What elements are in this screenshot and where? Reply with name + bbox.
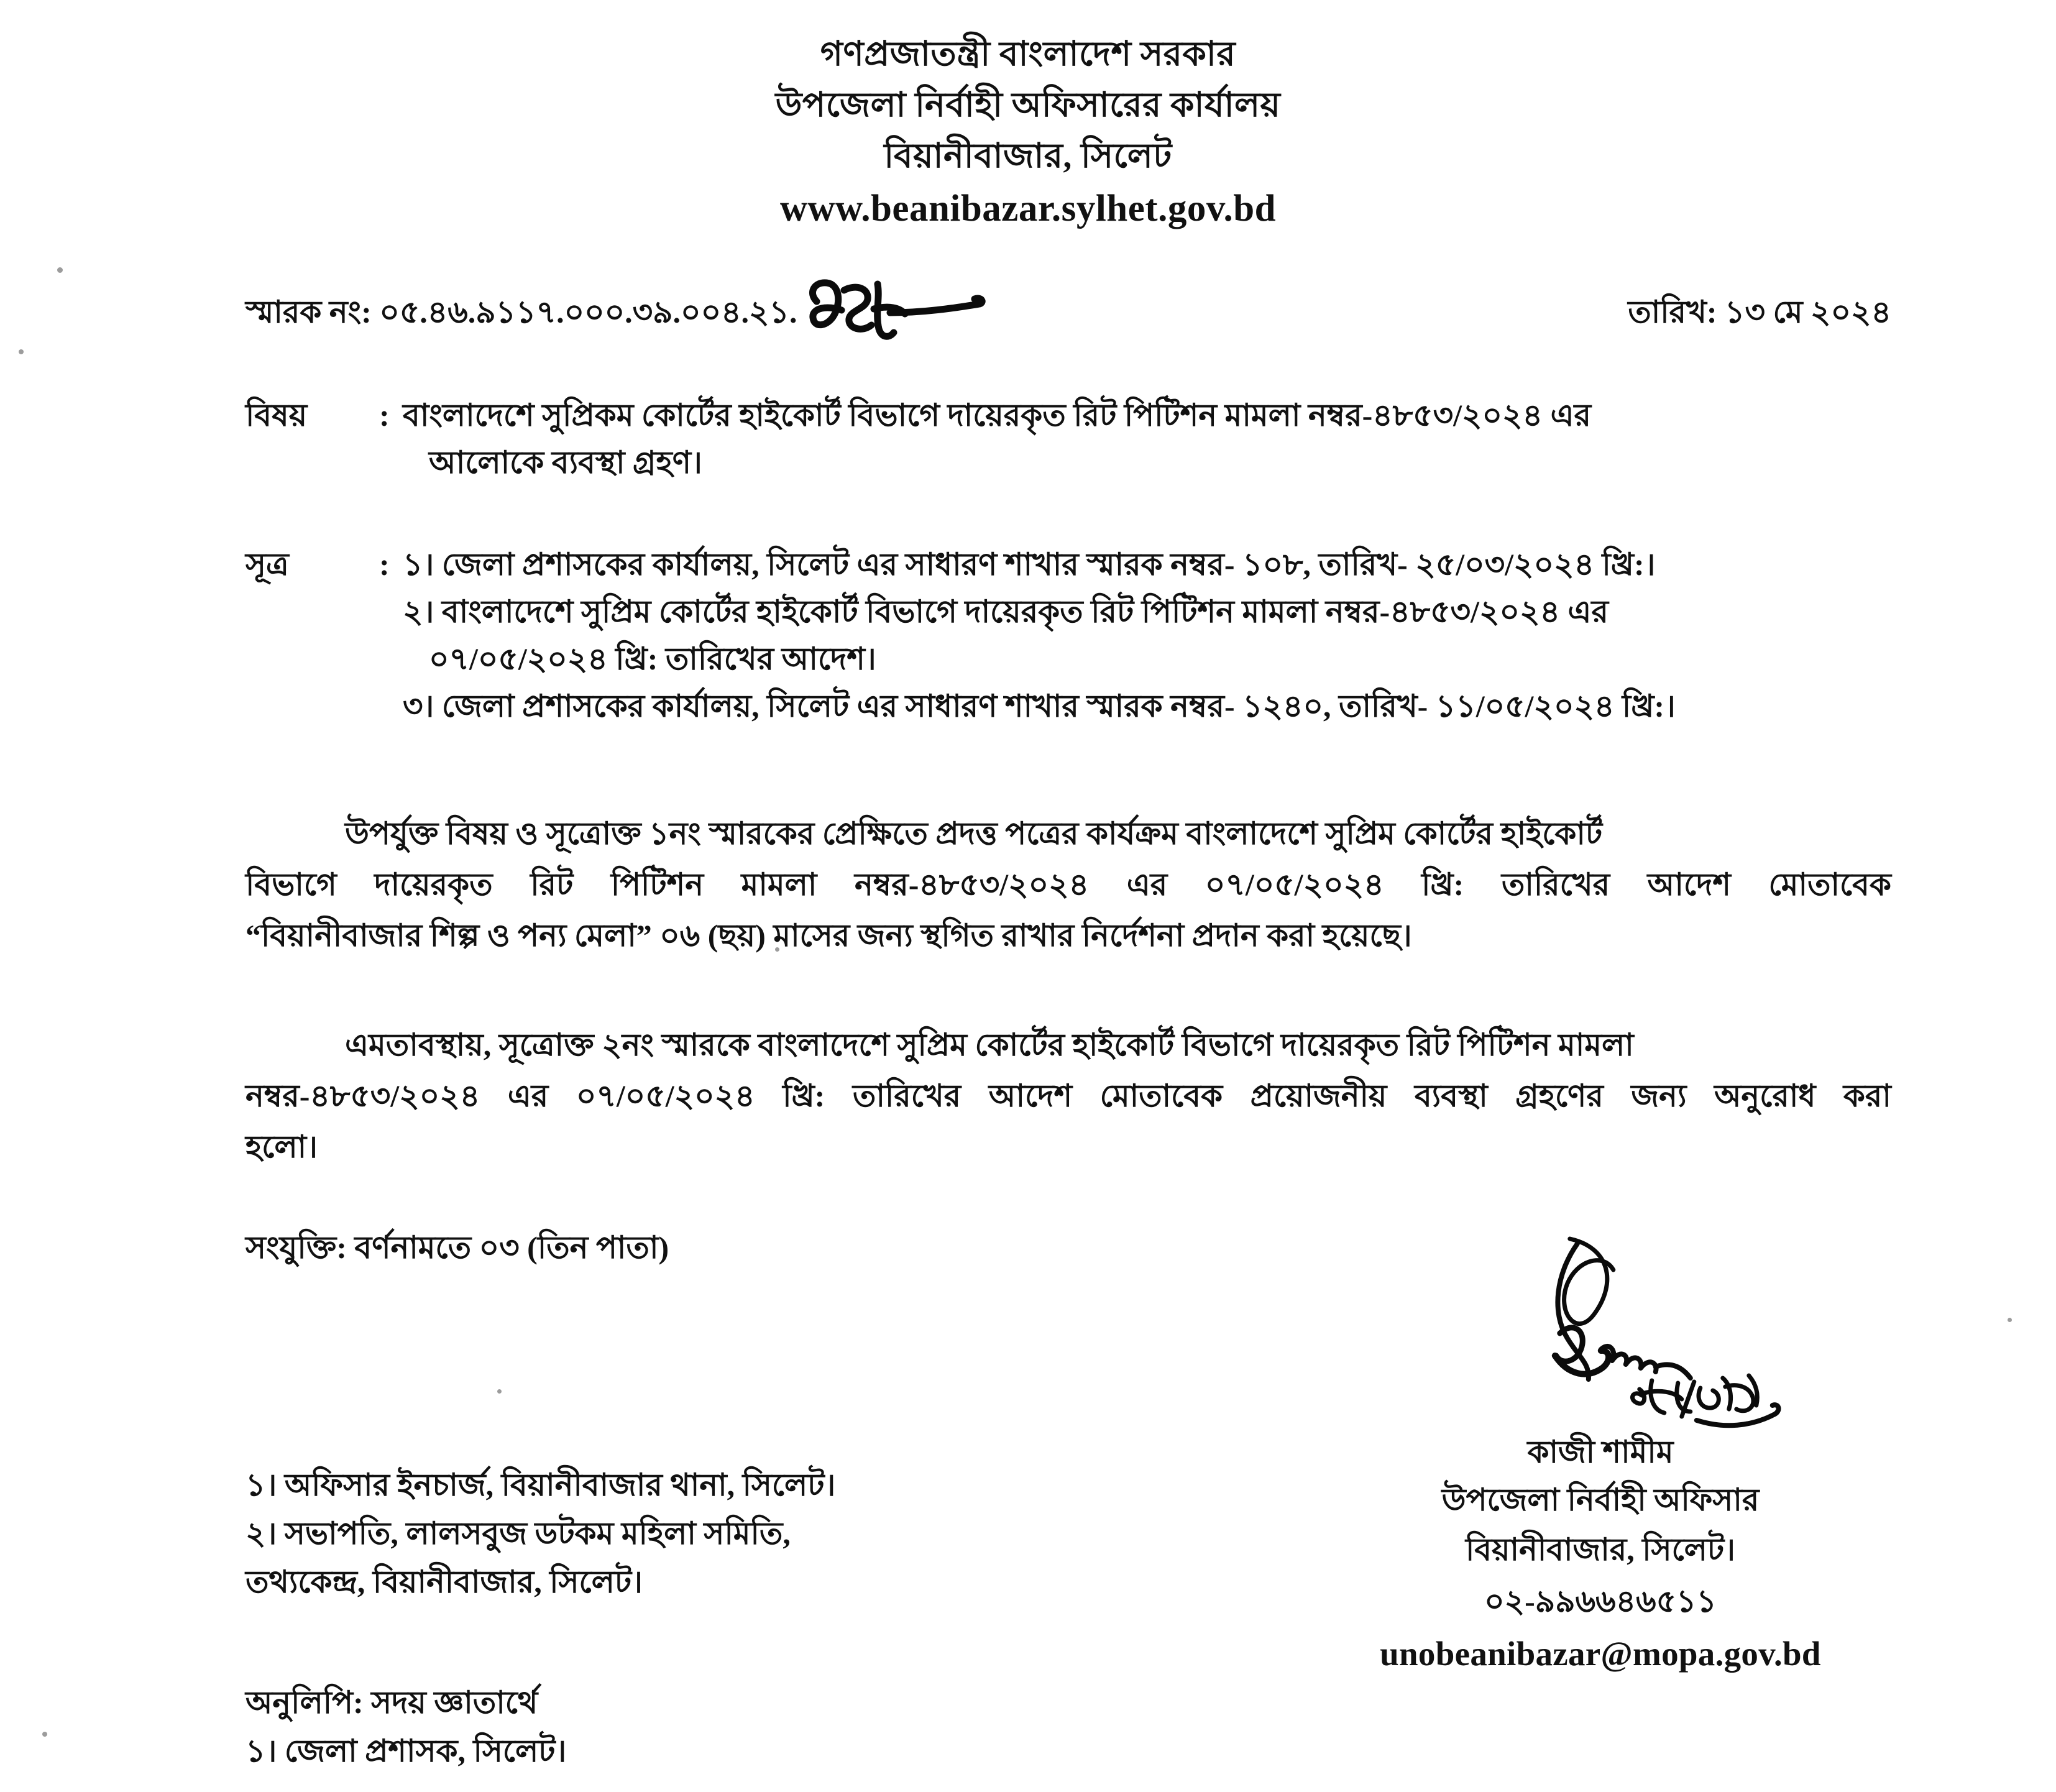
scan-speck bbox=[42, 1732, 47, 1737]
p2-l2-w5: তারিখের bbox=[852, 1078, 961, 1113]
signature-mark-wrap bbox=[1277, 1234, 1924, 1439]
p1-l2-w8: ০৭/০৫/২০২৪ bbox=[1205, 867, 1384, 902]
subject-line-2: আলোকে ব্যবস্থা গ্রহণ। bbox=[429, 445, 702, 480]
paragraph-2-line-2 bbox=[246, 1070, 1891, 1121]
office-name: উপজেলা নির্বাহী অফিসারের কার্যালয় bbox=[775, 86, 1281, 124]
scan-speck bbox=[2008, 1318, 2012, 1322]
p2-l2-w3: ০৭/০৫/২০২৪ bbox=[576, 1078, 755, 1113]
reference-block bbox=[246, 541, 1891, 730]
distribution-item-1: ১। অফিসার ইনচার্জ, বিয়ানীবাজার থানা, সিলেট। bbox=[246, 1468, 836, 1502]
reference-item-2-line-2: ০৭/০৫/২০২৪ খ্রি: তারিখের আদেশ। bbox=[429, 641, 876, 676]
subject-label: বিষয় bbox=[246, 398, 308, 433]
p1-l2-w11: আদেশ bbox=[1647, 867, 1731, 902]
office-website: www.beanibazar.sylhet.gov.bd bbox=[779, 188, 1277, 229]
handwritten-memo-number bbox=[796, 269, 1001, 344]
memo-date: তারিখ: ১৩ মে ২০২৪ bbox=[1628, 295, 1891, 329]
reference-item-2 bbox=[403, 588, 1891, 682]
p2-l2-w2: এর bbox=[507, 1078, 549, 1113]
p1-l2-w10: তারিখের bbox=[1501, 867, 1610, 902]
p1-l2-w1: বিভাগে bbox=[246, 867, 337, 902]
reference-item-3 bbox=[403, 682, 1891, 730]
subject-block bbox=[246, 392, 1891, 486]
p1-l2-w7: এর bbox=[1126, 867, 1168, 902]
signature-block bbox=[1277, 1234, 1924, 1680]
scan-speck bbox=[57, 267, 63, 273]
p1-l2-w5: মামলা bbox=[741, 867, 817, 902]
p2-l2-w10: গ্রহণের bbox=[1515, 1078, 1604, 1113]
scan-speck bbox=[19, 349, 24, 354]
paragraph-1-line-1: উপর্যুক্ত বিষয় ও সূত্রোক্ত ১নং স্মারকের প্রেক্ষিতে প্রদত্ত পত্রের কার্যক্রম বাংলাদেশে সুপ্রিম কোর্টের হাইকোর্ট bbox=[345, 816, 1603, 851]
body-paragraph-1 bbox=[246, 808, 1891, 961]
reference-label: সূত্র bbox=[246, 547, 289, 582]
p1-l2-w2: দায়েরকৃত bbox=[374, 867, 493, 902]
signatory-email: unobeanibazar@mopa.gov.bd bbox=[1380, 1635, 1821, 1673]
subject-line-1: বাংলাদেশে সুপ্রিকম কোর্টের হাইকোর্ট বিভাগে দায়েরকৃত রিট পিটিশন মামলা নম্বর-৪৮৫৩/২০২৪ এর bbox=[403, 398, 1592, 433]
p1-l2-w12: মোতাবেক bbox=[1768, 867, 1891, 902]
signatory-phone: ০২-৯৯৬৬৪৬৫১১ bbox=[1484, 1584, 1717, 1619]
p1-l2-w9: খ্রি: bbox=[1421, 867, 1464, 902]
letterhead bbox=[0, 29, 2056, 236]
p2-l2-w6: আদেশ bbox=[988, 1078, 1073, 1113]
p2-l2-w11: জন্য bbox=[1631, 1078, 1687, 1113]
reference-item-1-line-1: ১। জেলা প্রশাসকের কার্যালয়, সিলেট এর সাধারণ শাখার স্মারক নম্বর- ১০৮, তারিখ- ২৫/০৩/২০২৪ খ্রি:। bbox=[403, 547, 1656, 582]
p2-l2-w13: করা bbox=[1843, 1078, 1891, 1113]
subject-colon: : bbox=[379, 398, 390, 433]
body-paragraph-2 bbox=[246, 1019, 1891, 1172]
memo-header-row bbox=[246, 289, 1891, 339]
office-location: বিয়ানীবাজার, সিলেট bbox=[884, 137, 1172, 175]
paragraph-1-line-3: “বিয়ানীবাজার শিল্প ও পন্য মেলা” ০৬ (ছয়) মাসের জন্য স্থগিত রাখার নির্দেশনা প্রদান করা হয়েছে। bbox=[246, 918, 1412, 953]
signatory-name: কাজী শামীম bbox=[1527, 1435, 1674, 1469]
copy-to-item-1: ১। জেলা প্রশাসক, সিলেট। bbox=[246, 1734, 567, 1768]
p1-l2-w3: রিট bbox=[530, 867, 574, 902]
attachment-note: সংযুক্তি: বর্ণনামতে ০৩ (তিন পাতা) bbox=[246, 1230, 669, 1265]
reference-colon: : bbox=[379, 547, 390, 582]
paragraph-2-line-3: হলো। bbox=[246, 1129, 318, 1164]
p2-l2-w12: অনুরোধ bbox=[1714, 1078, 1816, 1113]
reference-item-1 bbox=[403, 541, 1891, 588]
p2-l2-w4: খ্রি: bbox=[782, 1078, 825, 1113]
reference-items bbox=[403, 541, 1891, 730]
distribution-item-2-line-2: তথ্যকেন্দ্র, বিয়ানীবাজার, সিলেট। bbox=[246, 1565, 643, 1599]
handwritten-signature-icon bbox=[1423, 1234, 1809, 1439]
copy-to-list bbox=[246, 1678, 566, 1775]
reference-item-3-line-1: ৩। জেলা প্রশাসকের কার্যালয়, সিলেট এর সাধারণ শাখার স্মারক নম্বর- ১২৪০, তারিখ- ১১/০৫/২০২৪ খ্রি:। bbox=[403, 689, 1676, 724]
scan-speck bbox=[497, 1389, 502, 1394]
copy-to-heading: অনুলিপি: সদয় জ্ঞাতার্থে bbox=[246, 1685, 538, 1720]
reference-item-2-line-1: ২। বাংলাদেশে সুপ্রিম কোর্টের হাইকোর্ট বিভাগে দায়েরকৃত রিট পিটিশন মামলা নম্বর-৪৮৫৩/২০২৪ এর bbox=[403, 594, 1609, 629]
signatory-office: বিয়ানীবাজার, সিলেট। bbox=[1465, 1532, 1736, 1567]
distribution-item-2-line-1: ২। সভাপতি, লালসবুজ ডটকম মহিলা সমিতি, bbox=[246, 1516, 791, 1551]
p1-l2-w6: নম্বর-৪৮৫৩/২০২৪ bbox=[854, 867, 1090, 902]
government-name: গণপ্রজাতন্ত্রী বাংলাদেশ সরকার bbox=[820, 35, 1236, 73]
signatory-designation: উপজেলা নির্বাহী অফিসার bbox=[1441, 1482, 1760, 1517]
p2-l2-w8: প্রয়োজনীয় bbox=[1250, 1078, 1387, 1113]
paragraph-1-line-2 bbox=[246, 859, 1891, 910]
subject-text bbox=[403, 392, 1891, 486]
distribution-list bbox=[246, 1461, 835, 1606]
paragraph-2-line-1: এমতাবস্থায়, সূত্রোক্ত ২নং স্মারকে বাংলাদেশে সুপ্রিম কোর্টের হাইকোর্ট বিভাগে দায়েরকৃত রিট পিটিশন মামলা bbox=[345, 1027, 1634, 1062]
p2-l2-w1: নম্বর-৪৮৫৩/২০২৪ bbox=[246, 1078, 480, 1113]
p1-l2-w4: পিটিশন bbox=[610, 867, 704, 902]
p2-l2-w7: মোতাবেক bbox=[1099, 1078, 1223, 1113]
p2-l2-w9: ব্যবস্থা bbox=[1414, 1078, 1488, 1113]
memo-number: স্মারক নং: ০৫.৪৬.৯১১৭.০০০.৩৯.০০৪.২১. bbox=[246, 295, 797, 329]
